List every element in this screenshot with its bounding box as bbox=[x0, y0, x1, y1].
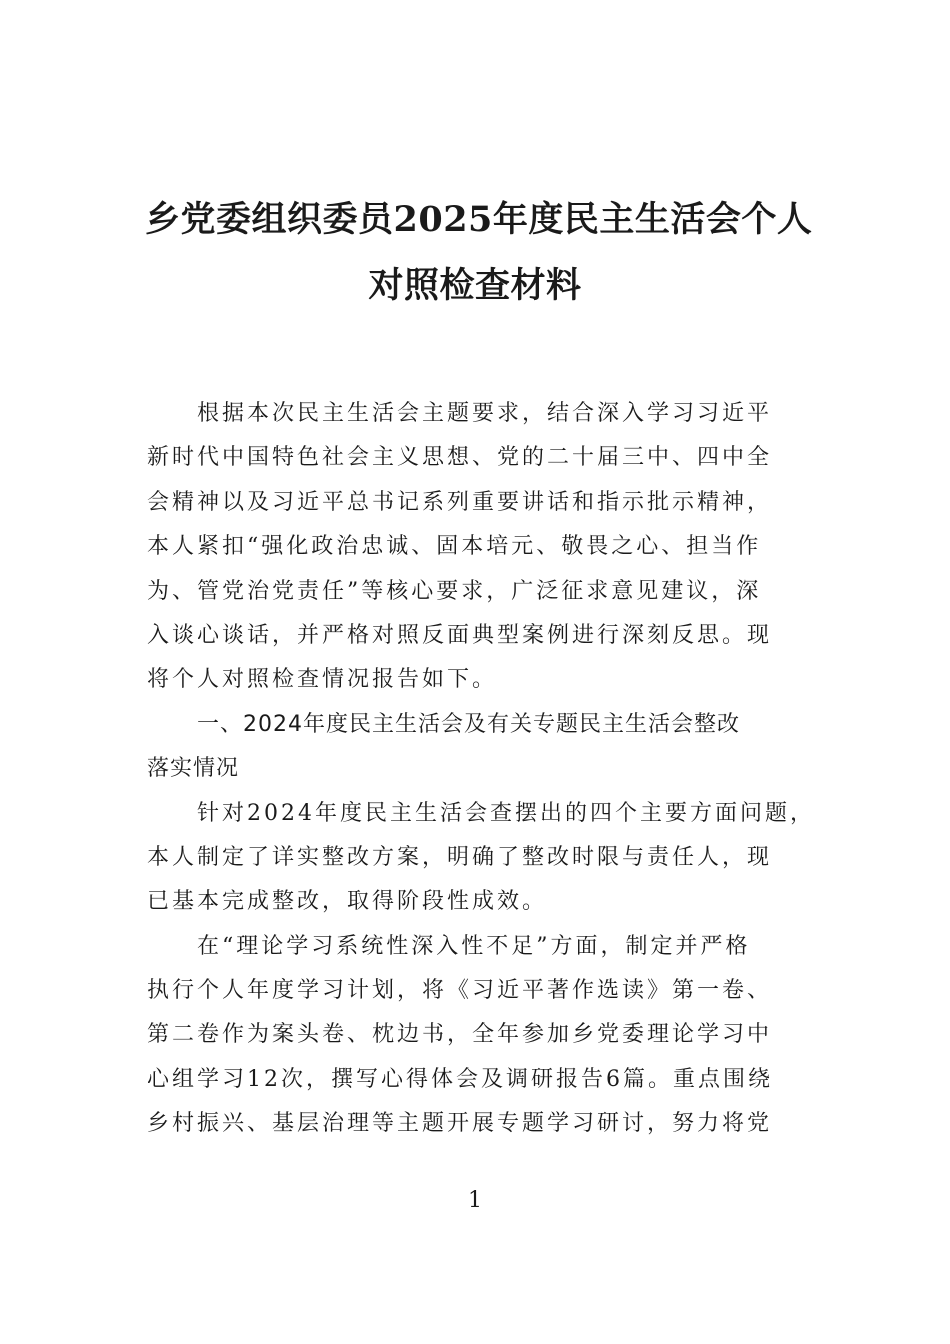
text-line: 为、管党治党责任”等核心要求，广泛征求意见建议，深 bbox=[147, 578, 762, 604]
document-body bbox=[147, 392, 815, 1147]
text-line: 心组学习12次，撰写心得体会及调研报告6篇。重点围绕 bbox=[147, 1066, 773, 1092]
text-line: 针对2024年度民主生活会查摆出的四个主要方面问题， bbox=[197, 800, 815, 826]
heading-line: 一、2024年度民主生活会及有关专题民主生活会整改 bbox=[197, 711, 740, 737]
paragraph-theory-study bbox=[147, 925, 807, 1147]
text-line: 本人制定了详实整改方案，明确了整改时限与责任人，现 bbox=[147, 844, 773, 870]
text-line: 会精神以及习近平总书记系列重要讲话和指示批示精神， bbox=[147, 489, 773, 515]
title-line-2: 对照检查材料 bbox=[368, 265, 582, 306]
text-line: 已基本完成整改，取得阶段性成效。 bbox=[147, 889, 548, 915]
text-line: 乡村振兴、基层治理等主题开展专题学习研讨，努力将党 bbox=[147, 1111, 773, 1137]
paragraph-intro bbox=[147, 392, 807, 703]
text-line: 将个人对照检查情况报告如下。 bbox=[147, 667, 498, 693]
paragraph-rectification-summary bbox=[147, 792, 815, 925]
text-line: 新时代中国特色社会主义思想、党的二十届三中、四中全 bbox=[147, 445, 773, 471]
text-line: 在“理论学习系统性深入性不足”方面，制定并严格 bbox=[197, 933, 751, 959]
text-line: 第二卷作为案头卷、枕边书，全年参加乡党委理论学习中 bbox=[147, 1022, 773, 1048]
text-line: 本人紧扣“强化政治忠诚、固本培元、敬畏之心、担当作 bbox=[147, 534, 762, 560]
text-line: 执行个人年度学习计划，将《习近平著作选读》第一卷、 bbox=[147, 978, 773, 1004]
heading-line: 落实情况 bbox=[147, 756, 240, 782]
section-heading-1 bbox=[147, 703, 807, 792]
text-line: 根据本次民主生活会主题要求，结合深入学习习近平 bbox=[197, 401, 773, 426]
document-title bbox=[145, 192, 813, 314]
text-line: 入谈心谈话，并严格对照反面典型案例进行深刻反思。现 bbox=[147, 622, 773, 648]
title-line-1: 乡党委组织委员2025年度民主生活会个人 bbox=[145, 199, 813, 240]
page-number: 1 bbox=[468, 1188, 482, 1213]
